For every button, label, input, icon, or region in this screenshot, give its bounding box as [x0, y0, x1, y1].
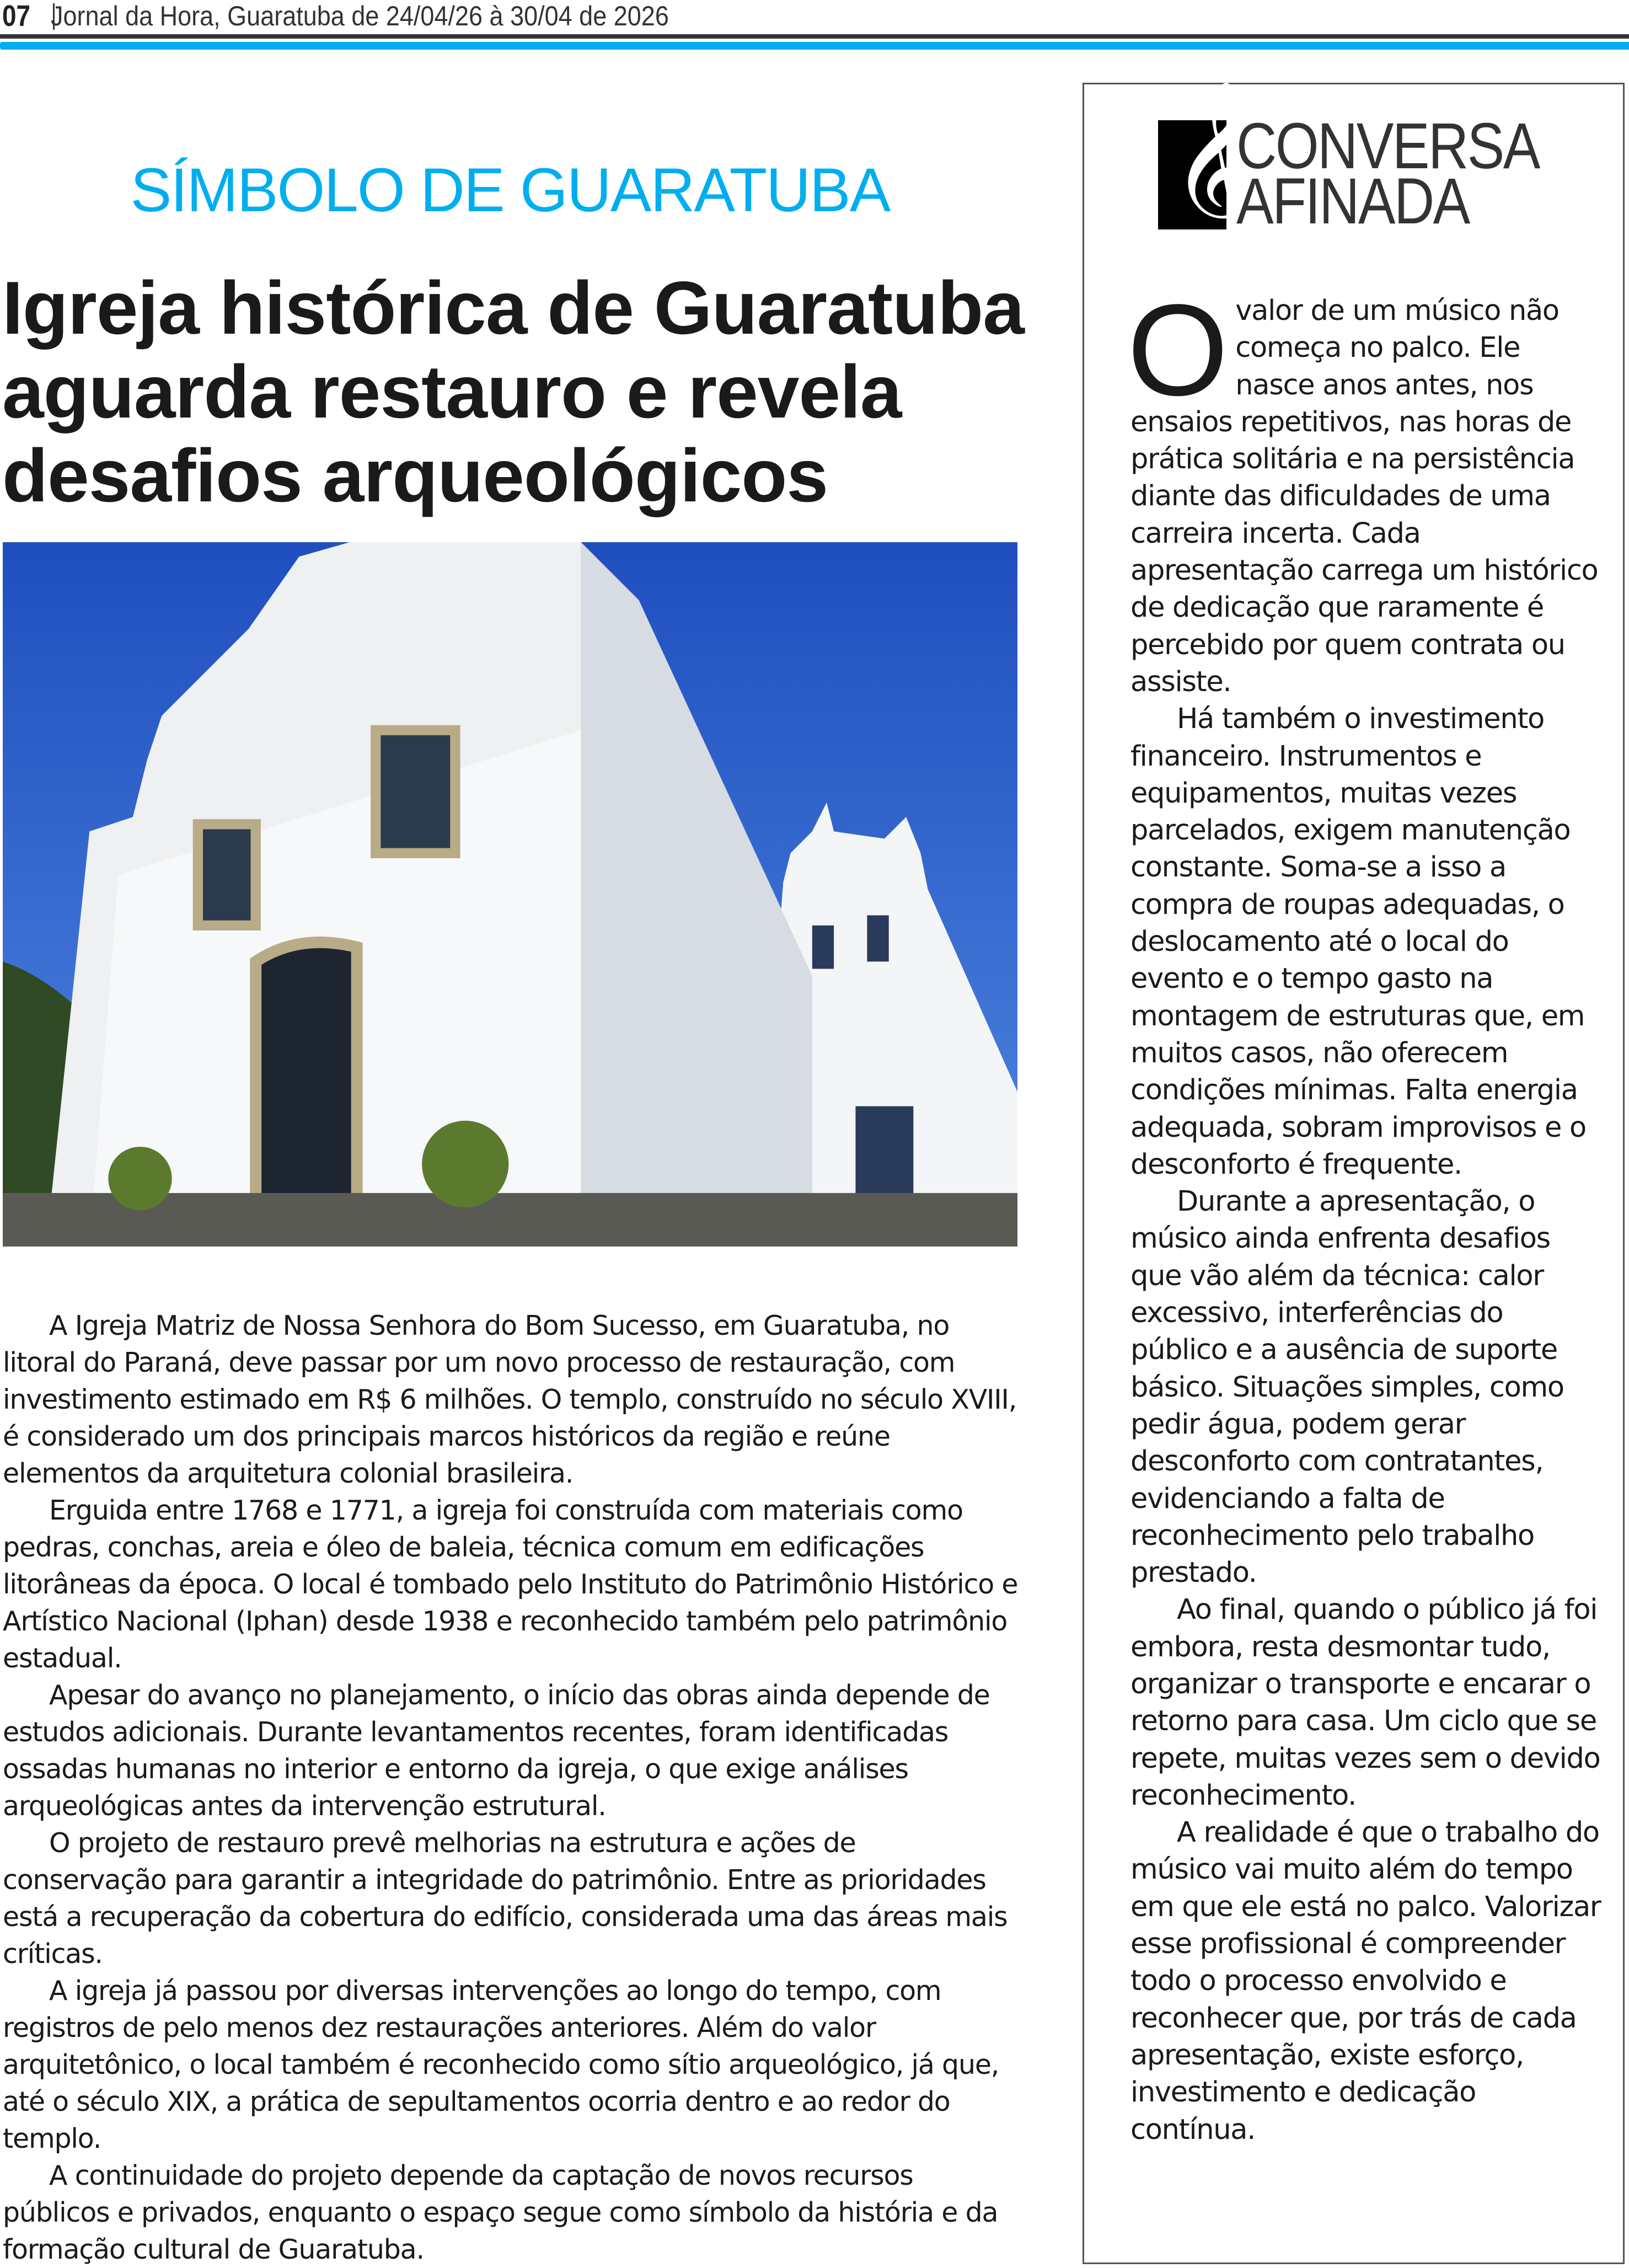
logo-text-line2: AFINADA	[1236, 165, 1469, 238]
accent-bar	[0, 42, 1629, 50]
page-number: 07	[2, 0, 31, 33]
column-paragraph: Há também o investimento financeiro. Instrumentos e equipamentos, muitas vezes parcelados, exigem manutenção constante. Soma-se a isso a compra de roupas adequadas, o deslocamento até o local do evento e o tempo gasto na montagem de estruturas que, em muitos casos, não oferecem condições mínimas. Falta energia adequada, sobram improvisos e o desconforto é frequente.	[1130, 703, 1586, 1181]
article-paragraph: O projeto de restauro prevê melhorias na estrutura e ações de conservação para garantir a integridade do patrimônio. Entre as prioridades está a recuperação da cobertura do edifício, considerada uma das áreas mais críticas.	[3, 1827, 1008, 1970]
issue-line: Jornal da Hora, Guaratuba de 24/04/26 à 30/04 de 2026	[51, 1, 669, 31]
article-paragraph: A igreja já passou por diversas intervenções ao longo do tempo, com registros de pelo menos dez restaurações anteriores. Além do valor arquitetônico, o local também é reconhecido como sítio arqueológico, já que, até o século XIX, a prática de sepultamentos ocorria dentro e ao redor do templo.	[3, 1975, 999, 2154]
section-label: SÍMBOLO DE GUARATUBA	[130, 156, 890, 224]
church-photo	[3, 542, 1017, 1247]
article-paragraph: A Igreja Matriz de Nossa Senhora do Bom Sucesso, em Guaratuba, no litoral do Paraná, deve passar por um novo processo de restauração, com investimento estimado em R$ 6 milhões. O templo, construído no século XVIII, é considerado um dos principais marcos históricos da região e reúne elementos da arquitetura colonial brasileira.	[3, 1310, 1017, 1489]
column-logo	[1158, 78, 1610, 252]
headline	[2, 266, 1028, 517]
headline-line: aguarda restauro e revela	[2, 350, 902, 434]
page-header	[0, 0, 1629, 33]
column-paragraph: A realidade é que o trabalho do músico vai muito além do tempo em que ele está no palco. Valorizar esse profissional é compreender todo o processo envolvido e reconhecer que, por trás de cada apresentação, existe esforço, investimento e dedicação contínua.	[1130, 1816, 1601, 2146]
header-rule	[0, 34, 1629, 39]
headline-line: desafios arqueológicos	[2, 434, 828, 517]
article-paragraph: Apesar do avanço no planejamento, o início das obras ainda depende de estudos adicionais. Durante levantamentos recentes, foram identificadas ossadas humanas no interior e entorno da igreja, o que exige análises arqueológicas antes da intervenção estrutural.	[3, 1679, 990, 1822]
column-paragraph: Ao final, quando o público já foi embora, resta desmontar tudo, organizar o transporte e encarar o retorno para casa. Um ciclo que se repete, muitas vezes sem o devido reconhecimento.	[1130, 1593, 1600, 1812]
article-body	[3, 1307, 1020, 2268]
article-paragraph: A continuidade do projeto depende da captação de novos recursos públicos e privados, enquanto o espaço segue como símbolo da história e da formação cultural de Guaratuba.	[3, 2160, 998, 2265]
column-paragraph-text: valor de um músico não começa no palco. Ele nasce anos antes, nos ensaios repetitivos, nas horas de prática solitária e na persistência diante das dificuldades de uma carreira incerta. Cada apresentação carrega um histórico de dedicação que raramente é percebido por quem contrata ou assiste.	[1130, 295, 1598, 698]
column-paragraph	[1127, 277, 1605, 700]
article-paragraph: Erguida entre 1768 e 1771, a igreja foi construída com materiais como pedras, conchas, areia e óleo de baleia, técnica comum em edificações litorâneas da época. O local é tombado pelo Instituto do Patrimônio Histórico e Artístico Nacional (Iphan) desde 1938 e reconhecido também pelo patrimônio estadual.	[3, 1495, 1018, 1674]
column-body	[1127, 277, 1605, 2148]
column-paragraph: Durante a apresentação, o músico ainda enfrenta desafios que vão além da técnica: calor excessivo, interferências do público e a ausência de suporte básico. Situações simples, como pedir água, podem gerar desconforto com contratantes, evidenciando a falta de reconhecimento pelo trabalho prestado.	[1130, 1185, 1564, 1590]
drop-cap: O	[1127, 277, 1228, 423]
treble-clef-icon: 𝄞	[1170, 78, 1258, 252]
headline-line: Igreja histórica de Guaratuba	[2, 266, 1024, 350]
logo-text-line1: CONVERSA	[1236, 110, 1539, 183]
